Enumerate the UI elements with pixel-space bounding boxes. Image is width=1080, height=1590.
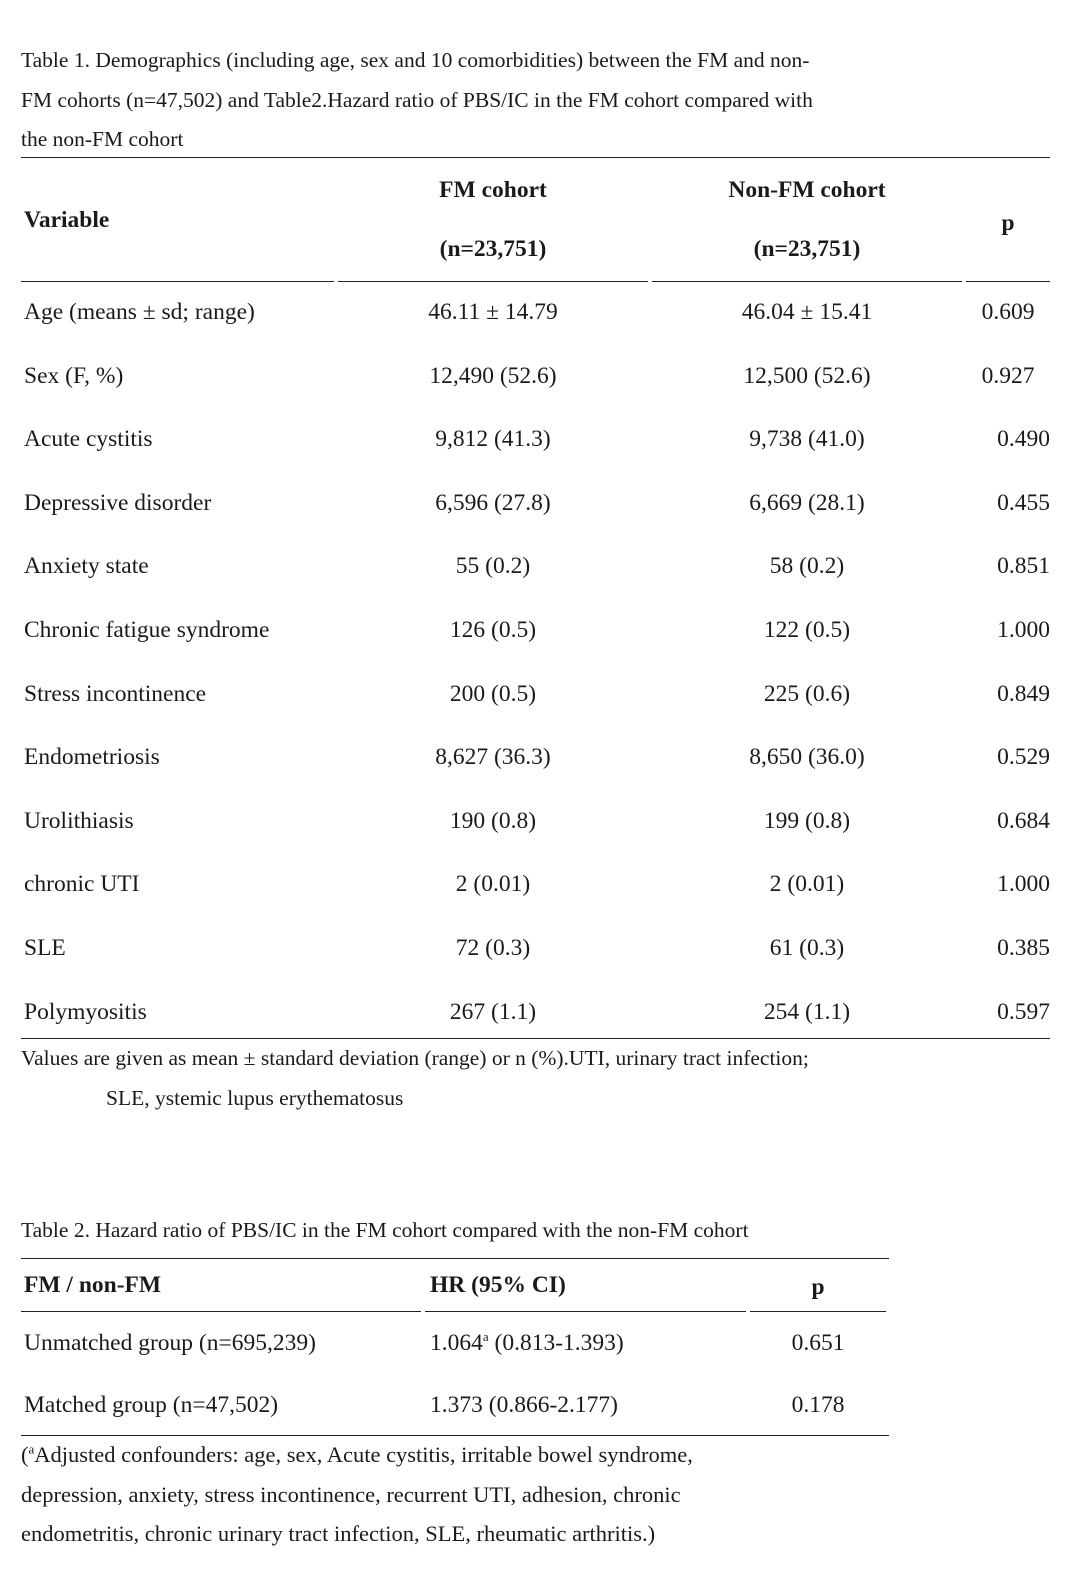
table1-header-p: p (1001, 210, 1015, 236)
table1-cell-variable: Acute cystitis (24, 426, 153, 452)
table1-header-rule-1 (21, 281, 334, 282)
table1-cell-p: 0.597 (997, 999, 1050, 1025)
table1-cell-fm: 8,627 (36.3) (435, 744, 551, 770)
table1-header-fm-n: (n=23,751) (439, 236, 547, 262)
table1-cell-nonfm: 8,650 (36.0) (749, 744, 865, 770)
table1-header-variable: Variable (24, 207, 110, 233)
table2-header-rule-3 (750, 1311, 886, 1312)
table1-cell-variable: Endometriosis (24, 744, 160, 770)
table1-cell-variable: Depressive disorder (24, 490, 212, 516)
table1-cell-p: 1.000 (997, 871, 1050, 897)
table1-cell-fm: 12,490 (52.6) (429, 363, 557, 389)
table2-footnote-line-3: endometritis, chronic urinary tract infection, SLE, rheumatic arthritis.) (21, 1521, 656, 1546)
table1-cell-nonfm: 122 (0.5) (763, 617, 851, 643)
table1-cell-p: 0.455 (997, 490, 1050, 516)
table1-caption-line-1: Table 1. Demographics (including age, sex and 10 comorbidities) between the FM and non- (21, 48, 810, 72)
table1-cell-fm: 6,596 (27.8) (435, 490, 551, 516)
table2-header-rule-1 (21, 1311, 421, 1312)
table1-header-nonfm-cohort: Non-FM cohort (728, 177, 886, 203)
table1-cell-nonfm: 46.04 ± 15.41 (741, 299, 873, 325)
table2-header-p: p (811, 1274, 825, 1300)
table1-cell-fm: 46.11 ± 14.79 (428, 299, 558, 325)
table1-cell-variable: chronic UTI (24, 871, 140, 897)
table1-cell-nonfm: 12,500 (52.6) (743, 363, 871, 389)
table2-row-2-p: 0.178 (791, 1392, 845, 1418)
table1-cell-p: 0.609 (981, 299, 1035, 325)
table1-cell-p: 1.000 (997, 617, 1050, 643)
table1-cell-variable: Stress incontinence (24, 681, 207, 707)
table1-cell-p: 0.529 (997, 744, 1050, 770)
table1-cell-nonfm: 9,738 (41.0) (749, 426, 865, 452)
table1-cell-p: 0.684 (997, 808, 1050, 834)
table1-header-fm-cohort: FM cohort (439, 177, 547, 203)
table1-header-rule-2 (338, 281, 648, 282)
table2-row-2-group: Matched group (n=47,502) (24, 1392, 279, 1418)
table1-cell-fm: 2 (0.01) (455, 871, 531, 897)
table1-cell-variable: Age (means ± sd; range) (24, 299, 255, 325)
table1-cell-p: 0.927 (981, 363, 1035, 389)
table1-cell-fm: 9,812 (41.3) (435, 426, 551, 452)
table1-cell-nonfm: 254 (1.1) (763, 999, 851, 1025)
table1-header-rule-3 (652, 281, 962, 282)
table1-header-nonfm-n: (n=23,751) (753, 236, 861, 262)
table1-cell-p: 0.851 (997, 553, 1050, 579)
table2-caption: Table 2. Hazard ratio of PBS/IC in the FM cohort compared with the non-FM cohort (21, 1218, 749, 1242)
table2-footnote-line-1: ($^a$Adjusted confounders: age, sex, Acute cystitis, irritable bowel syndrome, (21, 1441, 693, 1467)
table2-top-rule (21, 1258, 889, 1259)
table1-cell-fm: 190 (0.8) (449, 808, 537, 834)
table1-cell-p: 0.849 (997, 681, 1050, 707)
table1-cell-nonfm: 61 (0.3) (769, 935, 845, 961)
table1-cell-fm: 126 (0.5) (449, 617, 537, 643)
table1-top-rule (21, 157, 1050, 158)
table2-row-1-hr-superscript: a (482, 1329, 489, 1345)
table2-header-hr: HR (95% CI) (430, 1272, 566, 1298)
table1-cell-variable: SLE (24, 935, 66, 961)
table1-header-rule-4 (966, 281, 1050, 282)
table1-caption-line-3: the non-FM cohort (21, 127, 184, 151)
table1-footnote-line-1: Values are given as mean ± standard deviation (range) or n (%).UTI, urinary tract infection; (21, 1046, 809, 1070)
table1-cell-fm: 72 (0.3) (455, 935, 531, 961)
table1-cell-nonfm: 58 (0.2) (769, 553, 845, 579)
table1-cell-nonfm: 6,669 (28.1) (749, 490, 865, 516)
table2-row-1-group: Unmatched group (n=695,239) (24, 1330, 316, 1356)
table1-cell-variable: Polymyositis (24, 999, 147, 1025)
table1-cell-variable: Urolithiasis (24, 808, 134, 834)
table2-row-1-hr: 1.064$^a$ (0.813-1.393) (430, 1329, 624, 1356)
table1-cell-fm: 55 (0.2) (455, 553, 531, 579)
table1-cell-fm: 267 (1.1) (449, 999, 537, 1025)
table1-cell-p: 0.490 (997, 426, 1050, 452)
table2-row-2-hr: 1.373 (0.866-2.177) (430, 1392, 618, 1418)
table1-cell-nonfm: 225 (0.6) (763, 681, 851, 707)
table1-cell-p: 0.385 (997, 935, 1050, 961)
table2-row-1-p: 0.651 (791, 1330, 845, 1356)
table2-bottom-rule (21, 1435, 889, 1436)
table2-header-rule-2 (425, 1311, 746, 1312)
table1-cell-nonfm: 199 (0.8) (763, 808, 851, 834)
table1-caption-line-2: FM cohorts (n=47,502) and Table2.Hazard ratio of PBS/IC in the FM cohort compared with (21, 88, 813, 112)
table1-cell-nonfm: 2 (0.01) (769, 871, 845, 897)
table2-footnote-line-2: depression, anxiety, stress incontinence, recurrent UTI, adhesion, chronic (21, 1482, 681, 1507)
table1-footnote-line-2: SLE, ystemic lupus erythematosus (106, 1086, 404, 1110)
table1-bottom-rule (21, 1038, 1050, 1039)
table1-cell-variable: Anxiety state (24, 553, 149, 579)
table1-cell-variable: Sex (F, %) (24, 363, 124, 389)
table1-cell-variable: Chronic fatigue syndrome (24, 617, 270, 643)
table1-cell-fm: 200 (0.5) (449, 681, 537, 707)
table2-header-group: FM / non-FM (24, 1272, 162, 1298)
